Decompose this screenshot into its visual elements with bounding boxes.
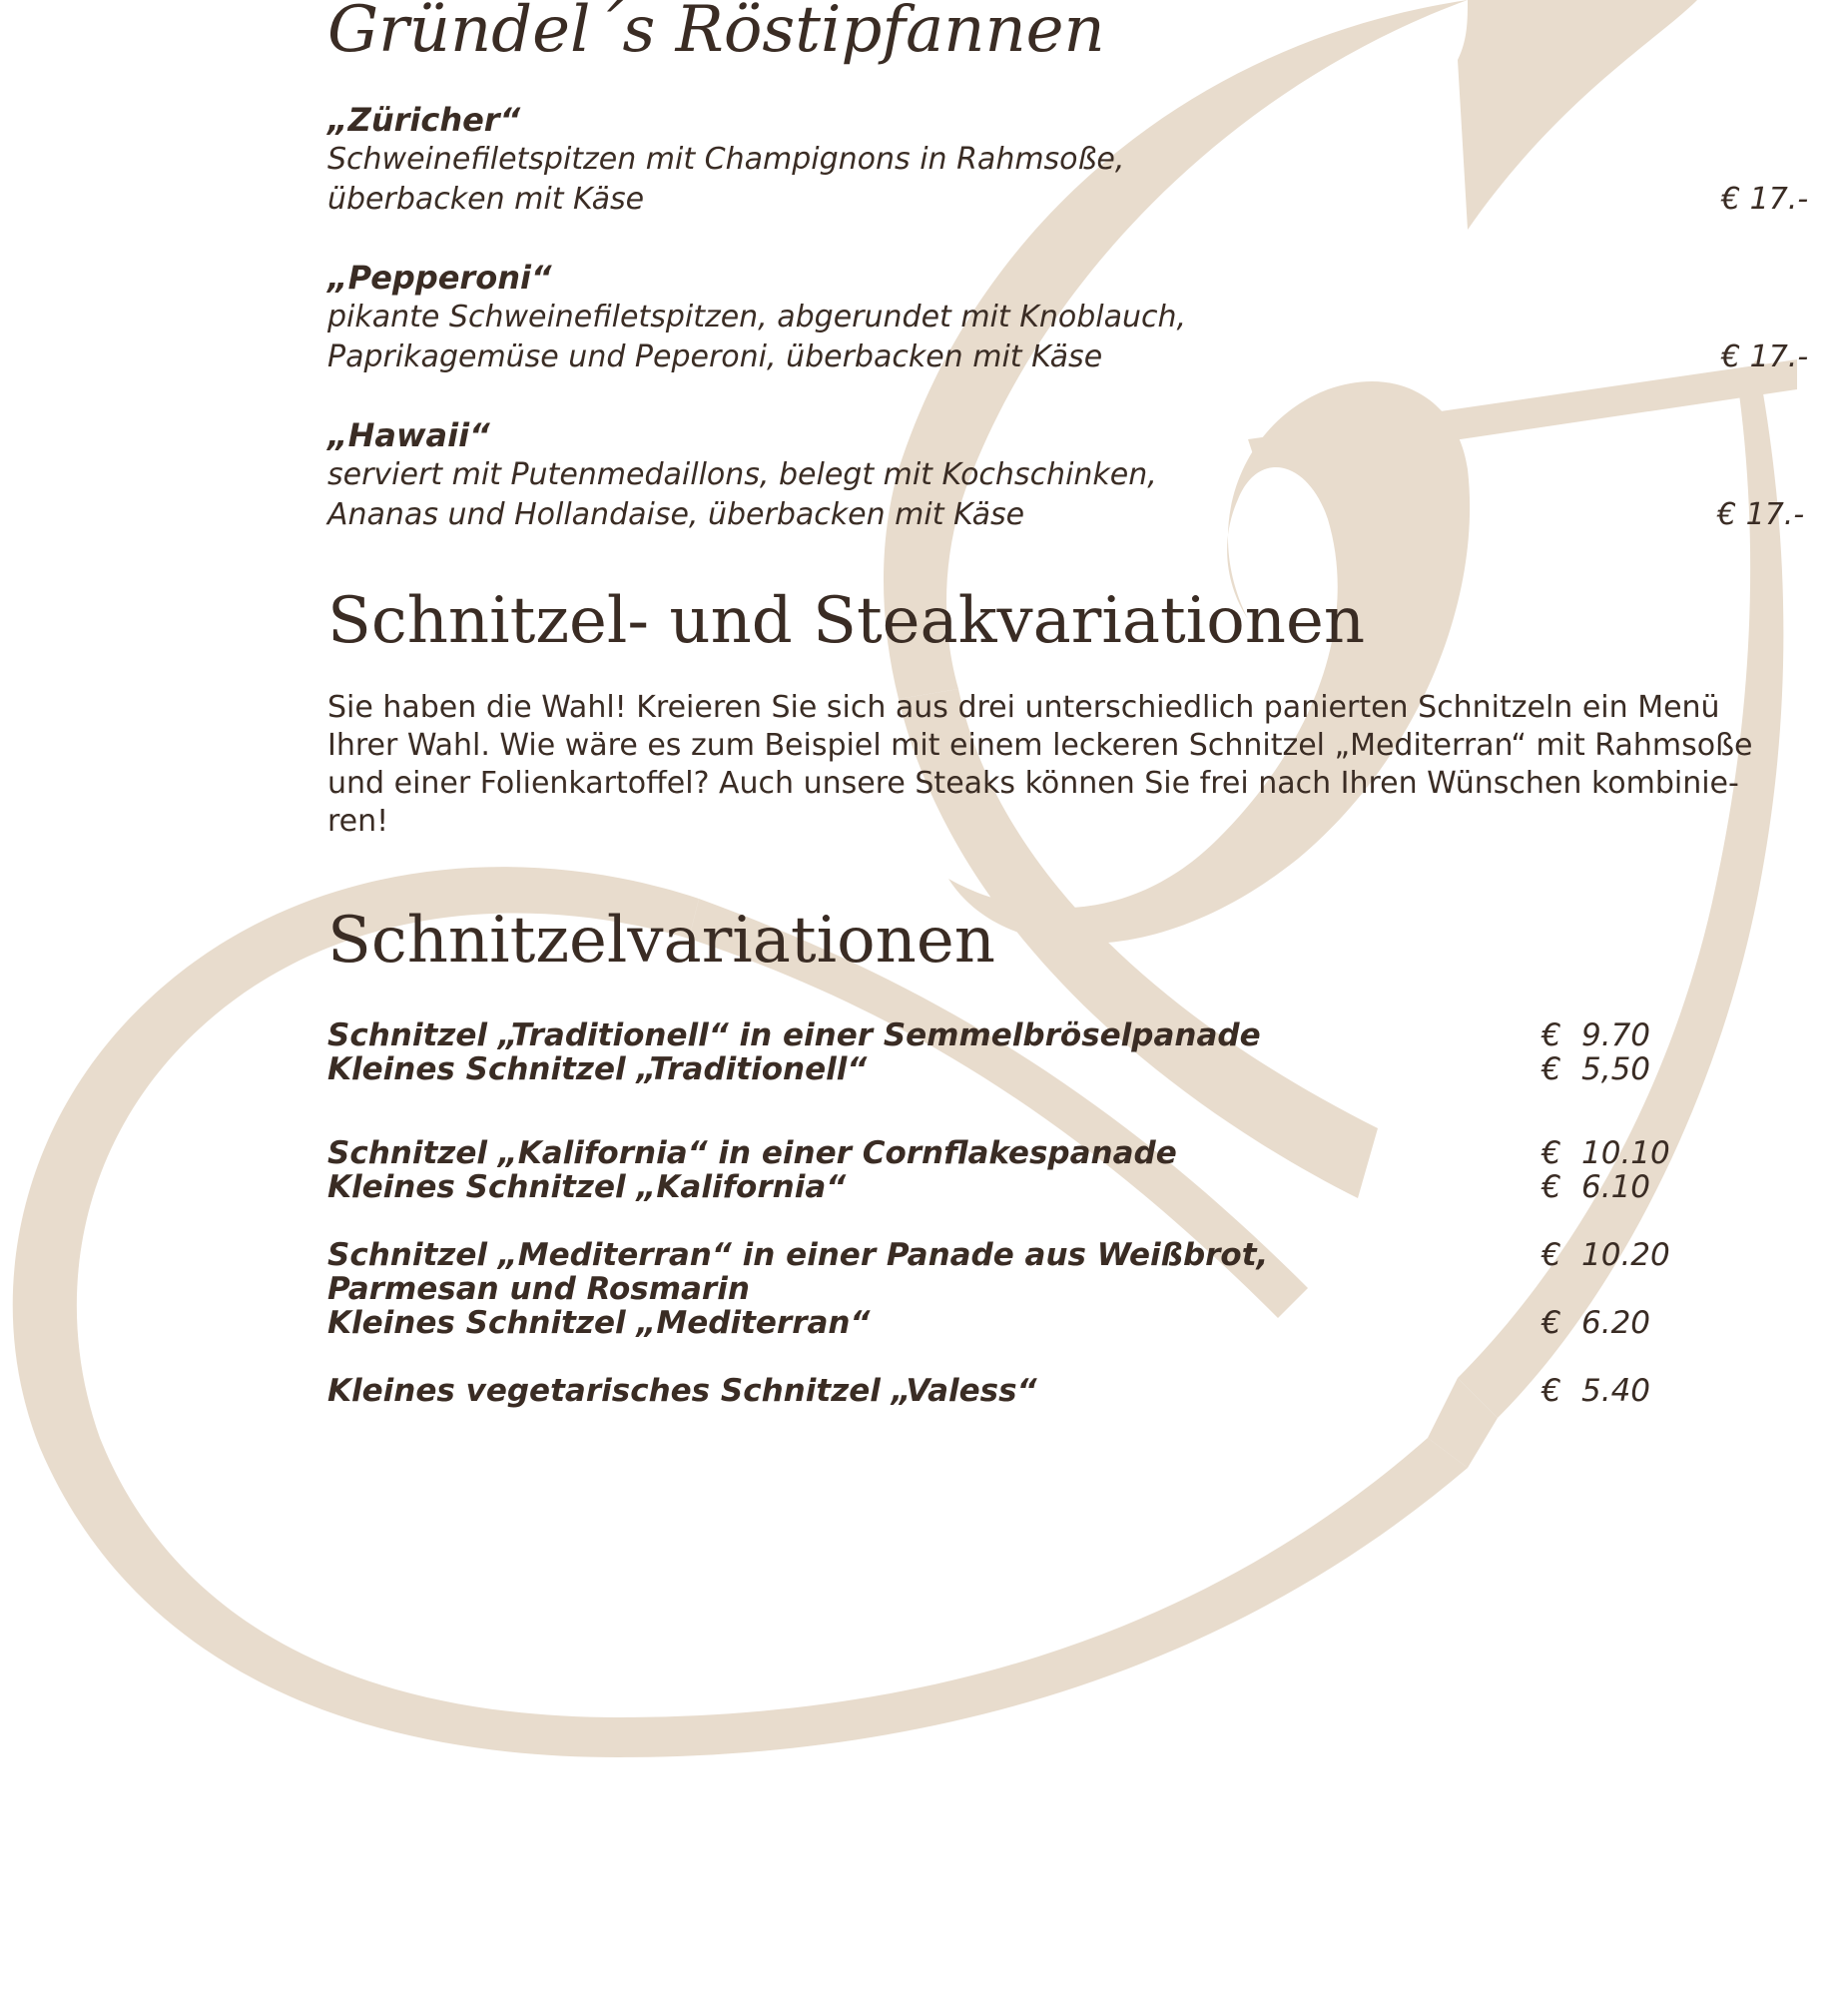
schnitzel-price (1541, 1170, 1650, 1204)
schnitzel-name: Schnitzel „Traditionell“ in einer Semmelbröselpanade (327, 1017, 1261, 1053)
currency-symbol: € (1541, 1237, 1561, 1273)
intro-line: Sie haben die Wahl! Kreieren Sie sich aus drei unterschiedlich panierten Schnitzeln ein Menü (327, 690, 1720, 725)
currency-symbol: € (1541, 1305, 1561, 1341)
item-description: überbacken mit Käse (327, 182, 645, 217)
schnitzel-price (1541, 1374, 1650, 1408)
schnitzel-name: Kleines Schnitzel „Kalifornia“ (327, 1169, 847, 1205)
intro-line: Ihrer Wahl. Wie wäre es zum Beispiel mit einem leckeren Schnitzel „Mediterran“ mit Rahmsoße (327, 728, 1753, 763)
price-value: 10.20 (1581, 1237, 1670, 1273)
price-value: 5,50 (1581, 1051, 1651, 1087)
currency-symbol: € (1541, 1135, 1561, 1171)
heading-roesti: Gründel´s Röstipfannen (327, 0, 1105, 67)
schnitzel-price (1541, 1136, 1670, 1170)
schnitzel-name: Kleines Schnitzel „Mediterran“ (327, 1305, 871, 1341)
schnitzel-price (1541, 1306, 1650, 1340)
item-name: „Pepperoni“ (327, 259, 552, 297)
item-price: € 17.- (1717, 497, 1805, 532)
currency-symbol: € (1541, 1017, 1561, 1053)
item-description: serviert mit Putenmedaillons, belegt mit Kochschinken, (327, 457, 1157, 492)
price-value: 5.40 (1581, 1373, 1651, 1409)
schnitzel-name: Schnitzel „Kalifornia“ in einer Cornflakespanade (327, 1135, 1177, 1171)
heading-schnitzel: Schnitzelvariationen (327, 904, 995, 978)
intro-line: und einer Folienkartoffel? Auch unsere Steaks können Sie frei nach Ihren Wünschen kombinie- (327, 766, 1739, 801)
schnitzel-price (1541, 1238, 1670, 1272)
item-price: € 17.- (1721, 182, 1809, 217)
currency-symbol: € (1541, 1373, 1561, 1409)
item-name: „Züricher“ (327, 101, 521, 139)
heading-steak: Schnitzel- und Steakvariationen (327, 584, 1366, 658)
intro-line: ren! (327, 804, 389, 839)
price-value: 9.70 (1581, 1017, 1651, 1053)
schnitzel-name: Kleines Schnitzel „Traditionell“ (327, 1051, 868, 1087)
schnitzel-name: Kleines vegetarisches Schnitzel „Valess“ (327, 1373, 1037, 1409)
price-value: 6.10 (1581, 1169, 1651, 1205)
schnitzel-price (1541, 1052, 1650, 1086)
schnitzel-name: Parmesan und Rosmarin (327, 1271, 750, 1307)
currency-symbol: € (1541, 1051, 1561, 1087)
item-description: Paprikagemüse und Peperoni, überbacken mit Käse (327, 339, 1103, 374)
item-description: pikante Schweinefiletspitzen, abgerundet mit Knoblauch, (327, 300, 1187, 334)
price-value: 6.20 (1581, 1305, 1651, 1341)
item-description: Schweinefiletspitzen mit Champignons in Rahmsoße, (327, 142, 1125, 177)
item-description: Ananas und Hollandaise, überbacken mit Käse (327, 497, 1025, 532)
item-price: € 17.- (1721, 339, 1809, 374)
schnitzel-name: Schnitzel „Mediterran“ in einer Panade aus Weißbrot, (327, 1237, 1269, 1273)
item-name: „Hawaii“ (327, 416, 490, 454)
schnitzel-price (1541, 1018, 1650, 1052)
price-value: 10.10 (1581, 1135, 1670, 1171)
currency-symbol: € (1541, 1169, 1561, 1205)
